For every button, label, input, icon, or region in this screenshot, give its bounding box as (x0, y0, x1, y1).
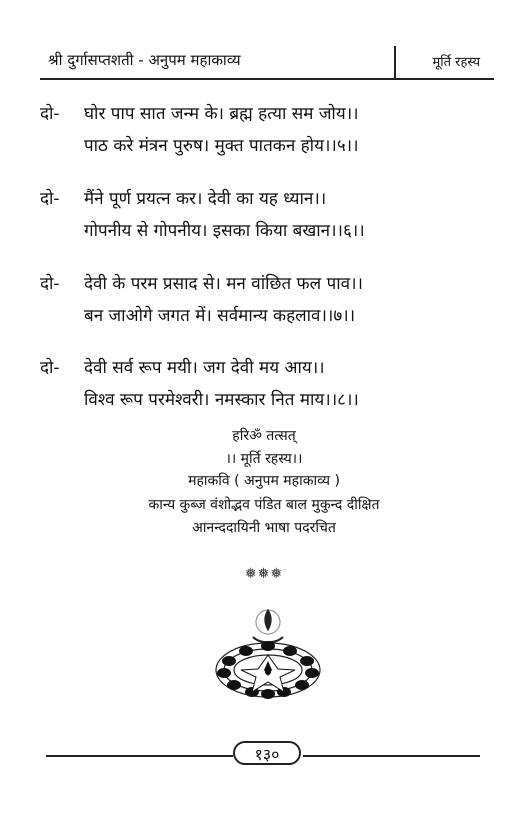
header-book-title: श्री दुर्गासप्तशती - अनुपम महाकाव्य (48, 51, 241, 69)
couplet-line-2: विश्व रूप परमेश्वरी। नमस्कार नित माय।।८।। (84, 390, 359, 410)
couplet-label: दो- (40, 104, 60, 124)
couplet-line-2: बन जाओगे जगत में। सर्वमान्य कहलाव।।७।। (84, 306, 356, 326)
couplet-label: दो- (40, 189, 60, 209)
colophon-invocation: हरिॐ तत्सत् (232, 428, 296, 444)
couplet-line-1: देवी के परम प्रसाद से। मन वांछित फल पाव।। (84, 274, 363, 294)
diya-lamp-icon (206, 606, 330, 704)
colophon-work-title: महाकवि ( अनुपम महाकाव्य ) (188, 473, 340, 489)
colophon-description: आनन्ददायिनी भाषा पदरचित (192, 520, 336, 536)
colophon-author: कान्य कुब्ज वंशोद्भव पंडित बाल मुकुन्द दीक्षित (148, 497, 380, 513)
couplet-line-2: पाठ करे मंत्रन पुरुष। मुक्त पातकन होय।।५।। (84, 136, 359, 156)
page-header (40, 46, 494, 80)
header-section-title: मूर्ति रहस्य (432, 55, 480, 70)
header-divider (394, 46, 396, 78)
footer-rule-left (46, 755, 233, 757)
colophon-chapter-title: ।। मूर्ति रहस्य।। (225, 451, 303, 467)
footer-rule-right (303, 755, 480, 757)
couplet-line-1: देवी सर्व रूप मयी। जग देवी मय आय।। (84, 358, 325, 378)
ornament-stars: ❅❅❅ (244, 566, 284, 582)
couplet-line-2: गोपनीय से गोपनीय। इसका किया बखान।।६।। (84, 221, 365, 241)
page-number: १३० (233, 741, 301, 765)
couplet-label: दो- (40, 358, 60, 378)
couplet-line-1: घोर पाप सात जन्म के। ब्रह्म हत्या सम जोय।। (84, 104, 359, 124)
couplet-line-1: मैंने पूर्ण प्रयत्न कर। देवी का यह ध्यान।। (84, 189, 327, 209)
couplet-label: दो- (40, 274, 60, 294)
